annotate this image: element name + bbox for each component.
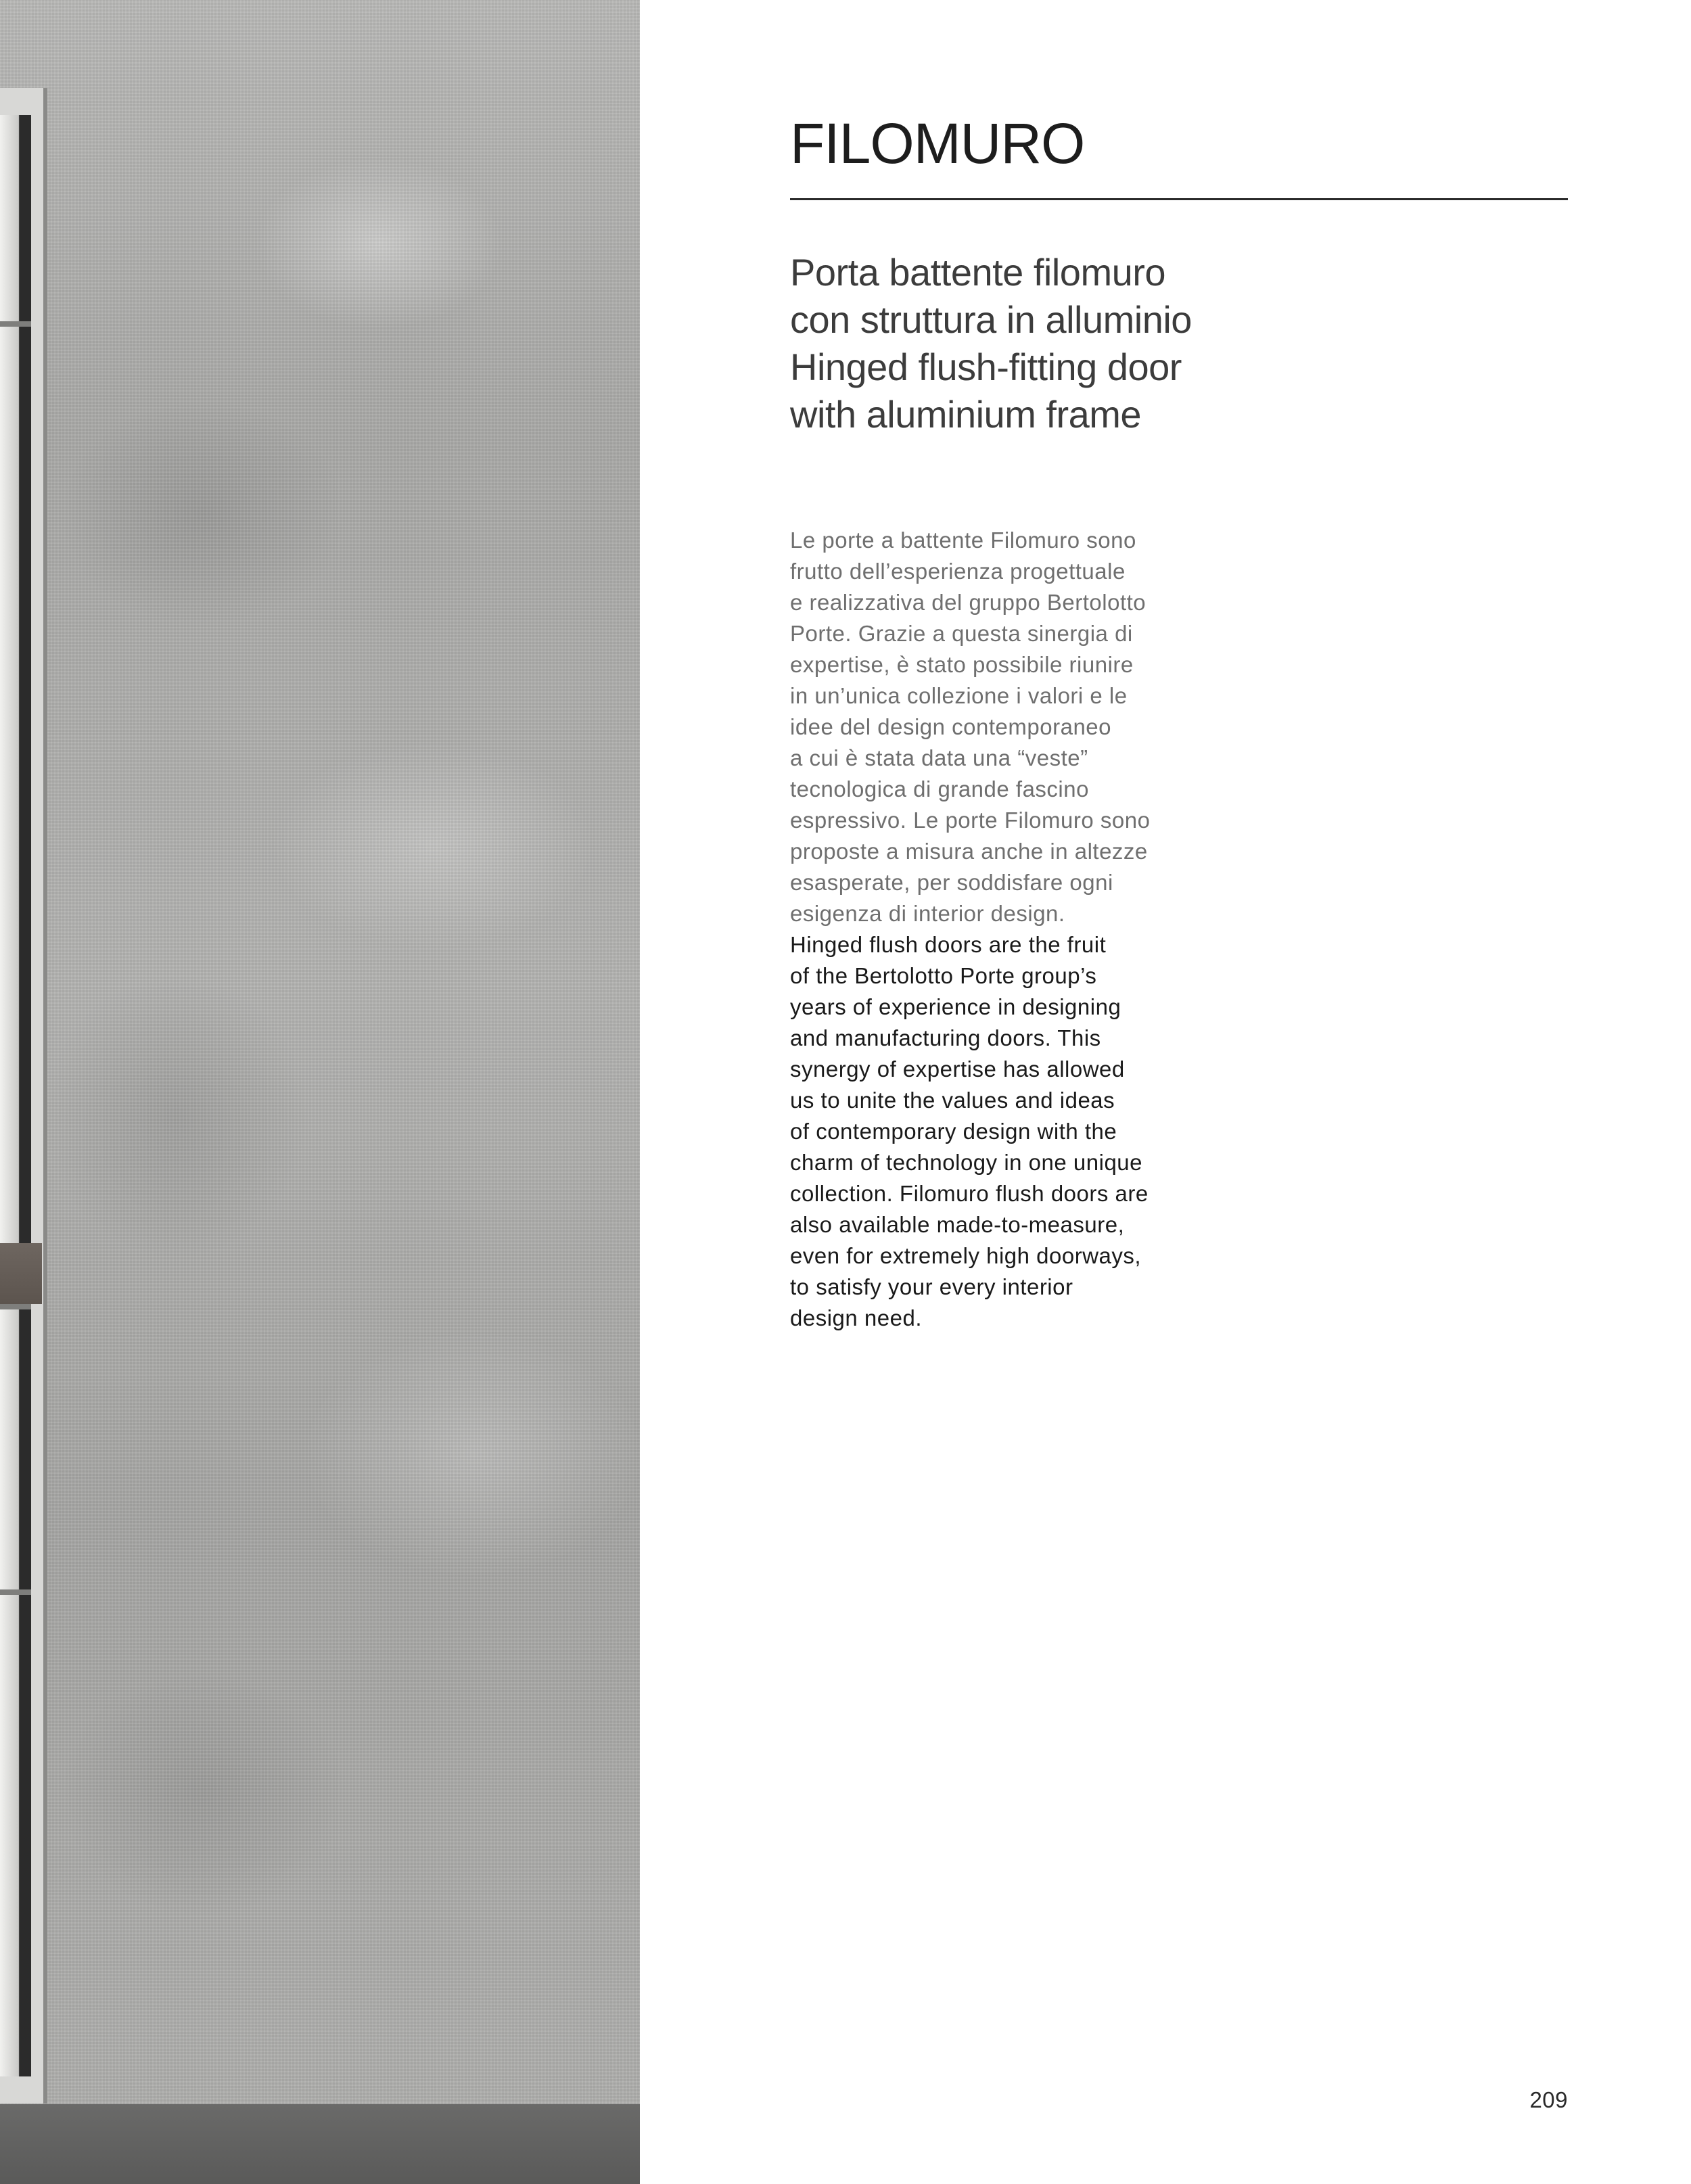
italian-text-line: proposte a misura anche in altezze bbox=[790, 839, 1148, 864]
page-title: FILOMURO bbox=[790, 112, 1085, 175]
concrete-wall-texture bbox=[0, 0, 640, 2184]
english-text-line: Hinged flush doors are the fruit bbox=[790, 932, 1107, 957]
english-text-line: to satisfy your every interior bbox=[790, 1274, 1073, 1299]
italian-text-line: Le porte a battente Filomuro sono bbox=[790, 528, 1136, 553]
italian-text-line: Porte. Grazie a questa sinergia di bbox=[790, 621, 1133, 646]
italian-text-line: espressivo. Le porte Filomuro sono bbox=[790, 808, 1151, 833]
door-glass-rail bbox=[0, 1589, 31, 1595]
italian-text-line: idee del design contemporaneo bbox=[790, 714, 1112, 739]
english-text-line: of contemporary design with the bbox=[790, 1119, 1117, 1144]
english-text-line: collection. Filomuro flush doors are bbox=[790, 1181, 1149, 1206]
italian-text-line: esigenza di interior design. bbox=[790, 901, 1065, 926]
italian-text-line: tecnologica di grande fascino bbox=[790, 776, 1089, 801]
floor bbox=[0, 2104, 640, 2184]
title-divider bbox=[790, 198, 1568, 200]
english-text-line: synergy of expertise has allowed bbox=[790, 1056, 1125, 1082]
italian-text-line: frutto dell’esperienza progettuale bbox=[790, 559, 1126, 584]
english-text-line: charm of technology in one unique bbox=[790, 1150, 1143, 1175]
door-frame-profile bbox=[0, 115, 31, 2076]
english-text-line: also available made-to-measure, bbox=[790, 1212, 1125, 1237]
door-glass-rail bbox=[0, 321, 31, 327]
product-photo bbox=[0, 0, 640, 2184]
english-text-line: us to unite the values and ideas bbox=[790, 1088, 1115, 1113]
english-text-line: design need. bbox=[790, 1305, 922, 1330]
subtitle-line: with aluminium frame bbox=[790, 393, 1142, 436]
italian-text-line: esasperate, per soddisfare ogni bbox=[790, 870, 1113, 895]
italian-text-line: e realizzativa del gruppo Bertolotto bbox=[790, 590, 1146, 615]
italian-text-line: in un’unica collezione i valori e le bbox=[790, 683, 1128, 708]
door-glass-rail bbox=[0, 1304, 31, 1309]
english-text-line: even for extremely high doorways, bbox=[790, 1243, 1142, 1268]
italian-text-line: a cui è stata data una “veste” bbox=[790, 745, 1088, 770]
subtitle-line: Porta battente filomuro bbox=[790, 251, 1166, 294]
english-text-line: and manufacturing doors. This bbox=[790, 1025, 1101, 1050]
english-text-line: of the Bertolotto Porte group’s bbox=[790, 963, 1097, 988]
page-number: 209 bbox=[1529, 2087, 1568, 2112]
description bbox=[790, 525, 1264, 1334]
subtitle-line: con struttura in alluminio bbox=[790, 298, 1192, 341]
italian-text-line: expertise, è stato possibile riunire bbox=[790, 652, 1134, 677]
english-text-line: years of experience in designing bbox=[790, 994, 1121, 1019]
subtitle bbox=[790, 249, 1466, 438]
subtitle-line: Hinged flush-fitting door bbox=[790, 346, 1182, 388]
door-handle bbox=[0, 1243, 42, 1304]
